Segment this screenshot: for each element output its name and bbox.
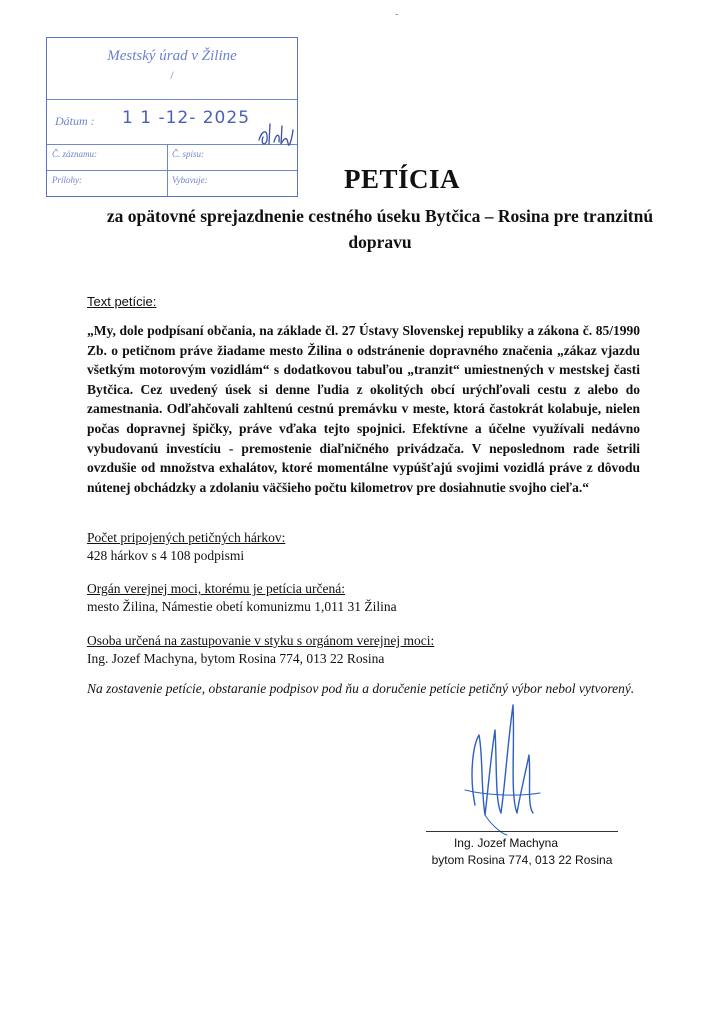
stamp-office: Mestský úrad v Žiline <box>107 48 237 64</box>
sheets-value: 428 hárkov s 4 108 podpismi <box>87 548 245 563</box>
signer-name: Ing. Jozef Machyna <box>453 836 559 850</box>
stamp-date-label: Dátum : <box>55 114 95 128</box>
closing-note: Na zostavenie petície, obstaranie podpisov pod ňu a doručenie petície petičný výbor nebol vytvorený. <box>87 681 635 696</box>
authority-label: Orgán verejnej moci, ktorému je petícia určená: <box>87 581 346 596</box>
stamp-prilohy-label: Prílohy: <box>52 175 82 185</box>
petition-text: „My, dole podpísaní občania, na základe čl. 27 Ústavy Slovenskej republiky a zákona č. 85/1990 Zb. o petičnom práve žiadame mesto Žilina o odstránenie dopravného značenia „zákaz vjazdu všetkým motorovým vozidlám“ s dodatkovou tabuľou „tranzit“ umiestnených v mestskej časti Bytčica. Cez uvedený úsek si denne ľudia z okolitých obcí urýchľovali cestu z alebo do zamestnania. Odľahčovali zahltenú cestnú premávku v meste, ktorá častokrát kolabuje, nielen počas dopravnej špičky, práve vďaka tejto spojnici. Efektívne a účelne využívali nedávno vybudovanú investíciu - premostenie diaľničného privádzača. V neposlednom rade šetrili ovzdušie od množstva exhalátov, ktoré momentálne vypúšťajú svojimi vozidlá práve z dôvodu nútenej obchádzky a zdolaniu väčšieho počtu kilometrov pre dosiahnutie svojho cieľa.“ <box>87 323 640 495</box>
stamp-vybavuje-label: Vybavuje: <box>172 175 208 185</box>
authority-value: mesto Žilina, Námestie obetí komunizmu 1,011 31 Žilina <box>87 599 397 614</box>
signer-address: bytom Rosina 774, 013 22 Rosina <box>431 853 613 867</box>
stamp-zaznam-label: Č. záznamu: <box>52 149 98 159</box>
stamp-date-value: 1 1 -12- 2025 <box>122 108 251 128</box>
page-title: PETÍCIA <box>343 164 461 194</box>
representative-value: Ing. Jozef Machyna, bytom Rosina 774, 013 22 Rosina <box>87 651 385 666</box>
page-mark: - <box>395 9 399 20</box>
handwritten-initials <box>256 118 296 152</box>
representative-label: Osoba určená na zastupovanie v styku s orgánom verejnej moci: <box>87 633 435 648</box>
stamp-divider <box>47 99 297 100</box>
petition-text-label: Text petície: <box>87 294 157 309</box>
stamp-slash: / <box>170 68 174 82</box>
page-subtitle: za opätovné sprejazdnenie cestného úseku Bytčica – Rosina pre tranzitnú dopravu <box>106 206 654 252</box>
signature-line <box>426 831 618 832</box>
handwritten-signature <box>455 695 545 840</box>
stamp-spis-label: Č. spisu: <box>172 149 205 159</box>
sheets-label: Počet pripojených petičných hárkov: <box>87 530 286 545</box>
